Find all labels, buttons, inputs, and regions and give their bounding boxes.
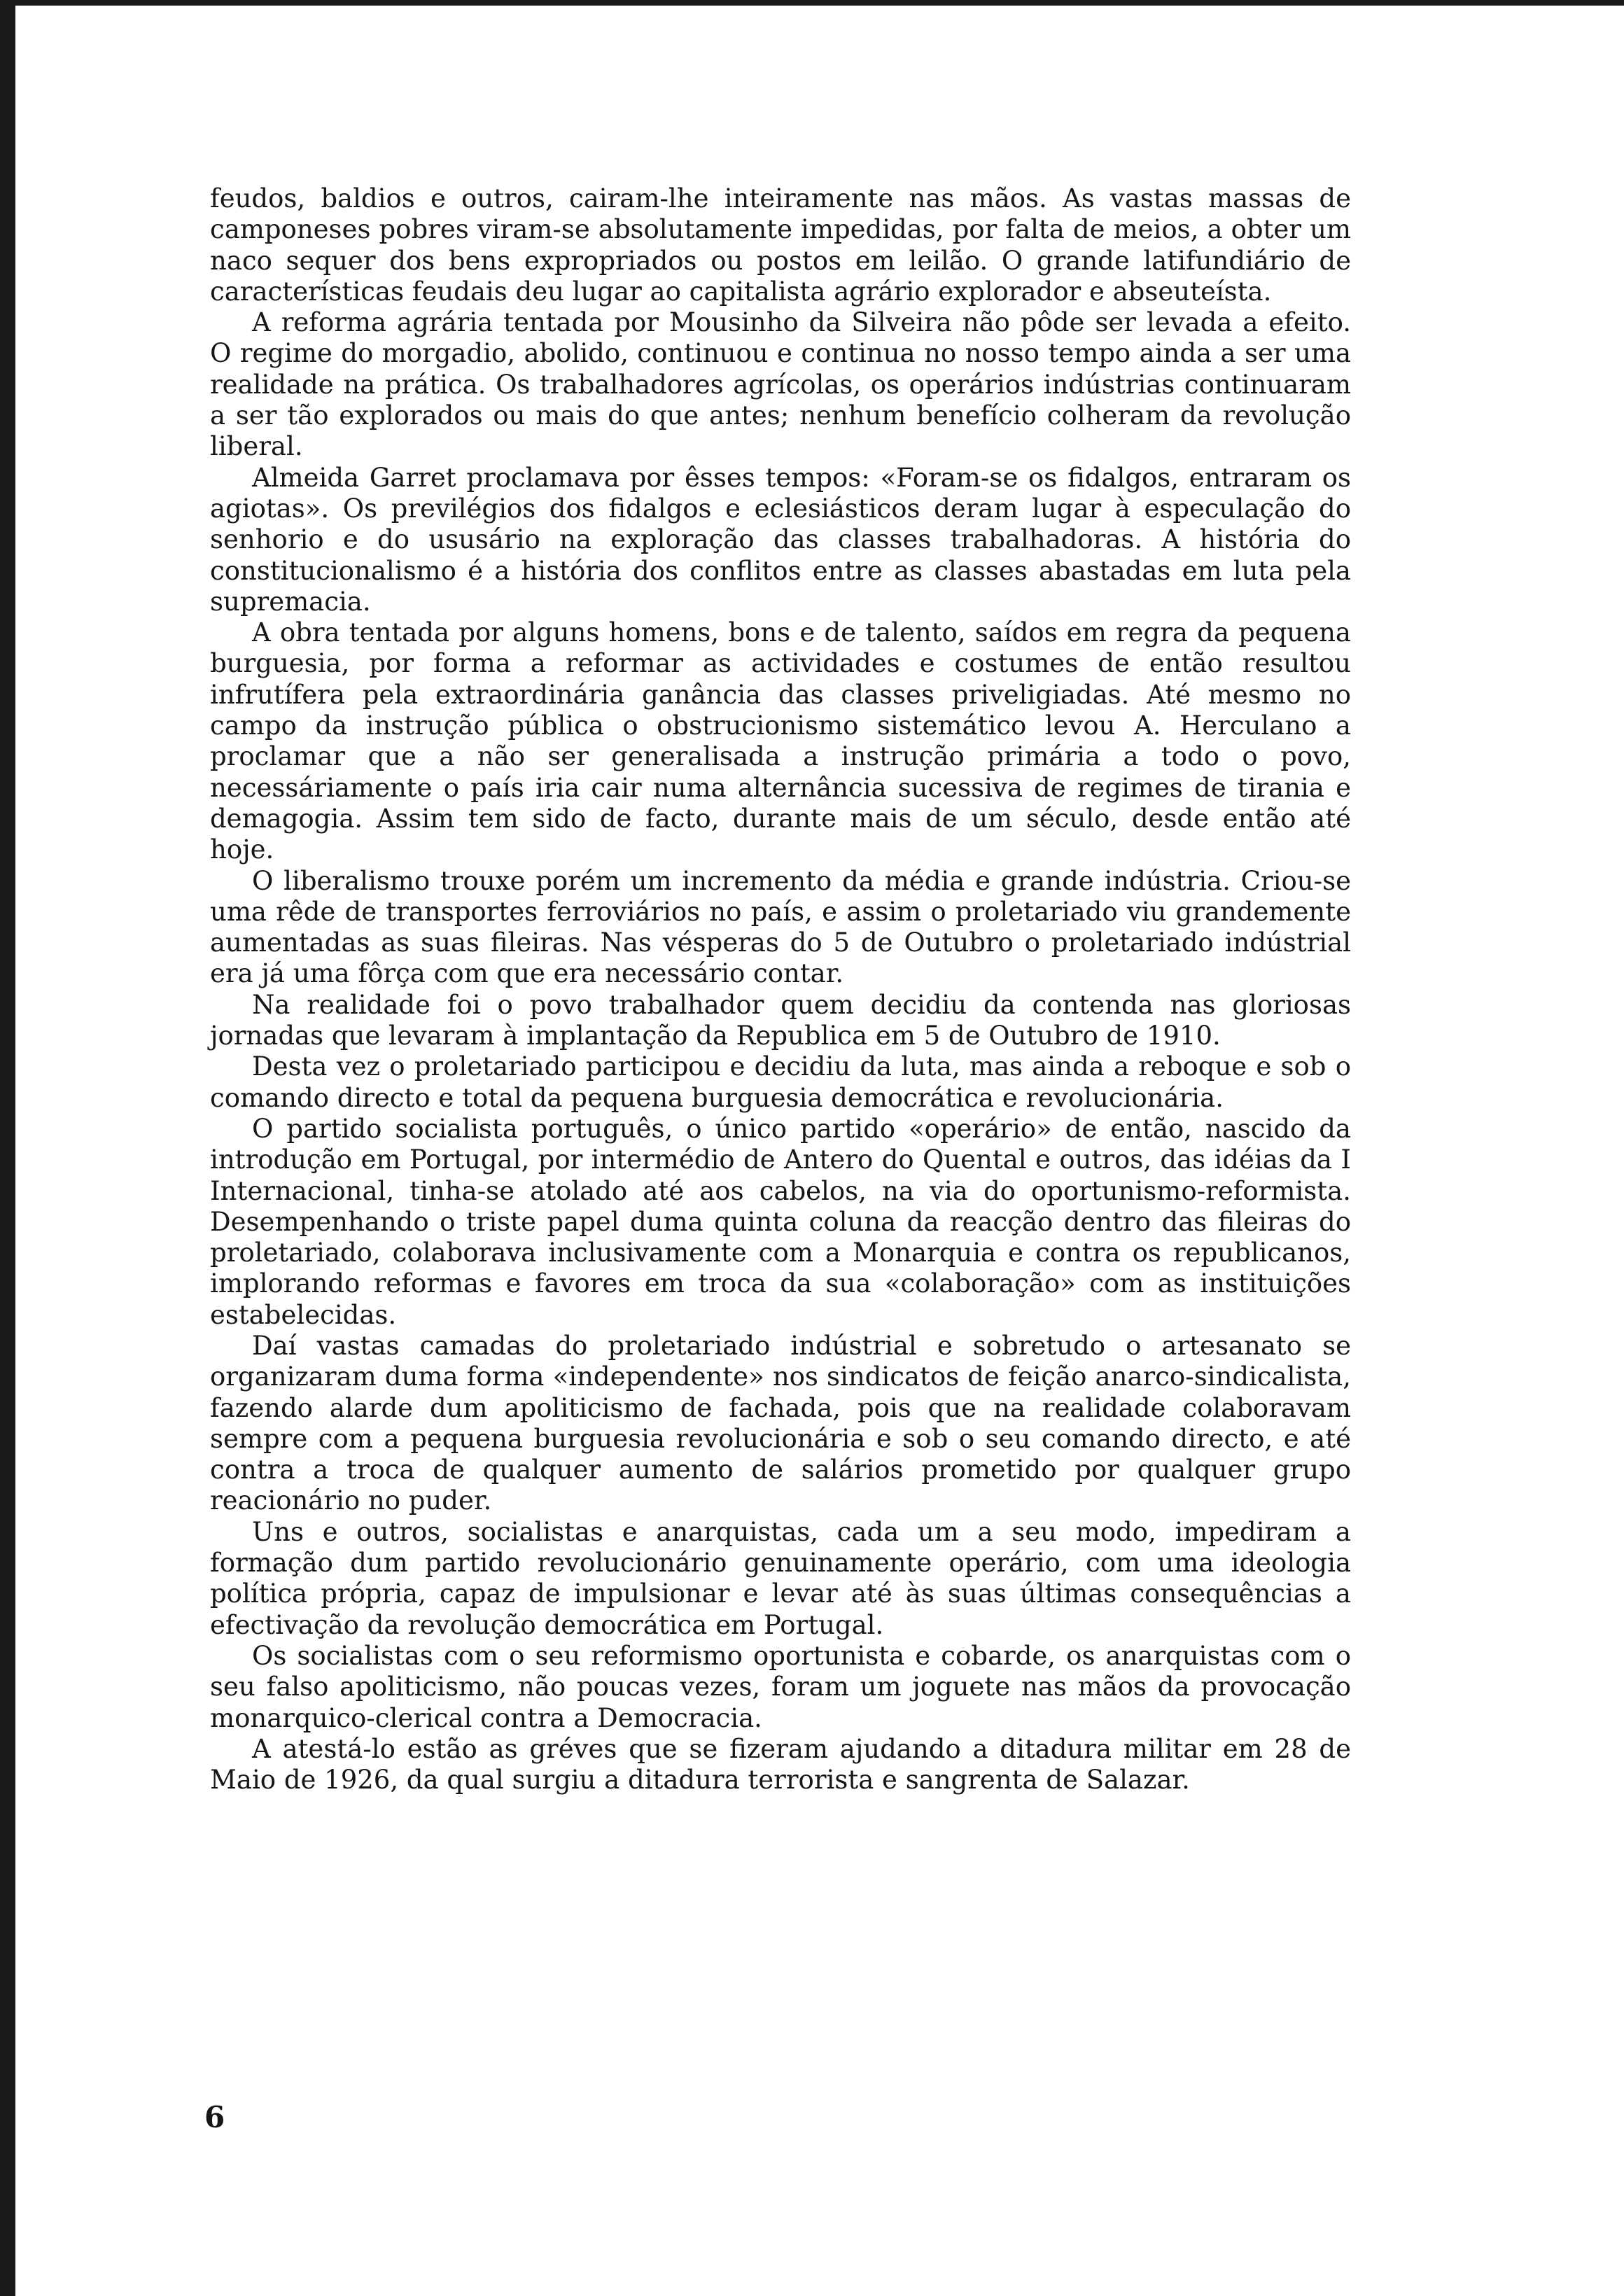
paragraph: Na realidade foi o povo trabalhador quem decidiu da contenda nas gloriosas jornadas que levaram à implantação da Republica em 5 de Outubro de 1910. (210, 989, 1351, 1051)
paragraph: O partido socialista português, o único partido «operário» de então, nascido da introdução em Portugal, por intermédio de Antero do Quental e outros, das idéias da I Internacional, tinha-se atolado até aos cabelos, na via do oportunismo-reformista. Desempenhando o triste papel duma quinta coluna da reacção dentro das fileiras do proletariado, colaborava inclusivamente com a Monarquia e contra os republicanos, implorando reformas e favores em troca da sua «colaboração» com as instituições estabelecidas. (210, 1113, 1351, 1330)
paragraph: Os socialistas com o seu reformismo oportunista e cobarde, os anarquistas com o seu falso apoliticismo, não poucas vezes, foram um joguete nas mãos da provocação monarquico-clerical contra a Democracia. (210, 1640, 1351, 1733)
paragraph: feudos, baldios e outros, cairam-lhe inteiramente nas mãos. As vastas massas de camponeses pobres viram-se absolutamente impedidas, por falta de meios, a obter um naco sequer dos bens expropriados ou postos em leilão. O grande latifundiário de características feudais deu lugar ao capitalista agrário explorador e abseuteísta. (210, 183, 1351, 307)
page-number: 6 (204, 2100, 225, 2134)
paragraph: Almeida Garret proclamava por êsses tempos: «Foram-se os fidalgos, entraram os agiotas». Os previlégios dos fidalgos e eclesiásticos deram lugar à especulação do senhorio e do ususário na exploração das classes trabalhadoras. A história do constitucionalismo é a história dos conflitos entre as classes abastadas em luta pela supremacia. (210, 462, 1351, 617)
paragraph: Desta vez o proletariado participou e decidiu da luta, mas ainda a reboque e sob o comando directo e total da pequena burguesia democrática e revolucionária. (210, 1051, 1351, 1113)
paragraph: A obra tentada por alguns homens, bons e de talento, saídos em regra da pequena burguesia, por forma a reformar as actividades e costumes de então resultou infrutífera pela extraordinária ganância das classes priveligiadas. Até mesmo no campo da instrução pública o obstrucionismo sistemático levou A. Herculano a proclamar que a não ser generalisada a instrução primária a todo o povo, necessáriamente o país iria cair numa alternância sucessiva de regimes de tirania e demagogia. Assim tem sido de facto, durante mais de um século, desde então até hoje. (210, 617, 1351, 865)
body-text (210, 183, 1351, 1795)
paragraph: A atestá-lo estão as gréves que se fizeram ajudando a ditadura militar em 28 de Maio de 1926, da qual surgiu a ditadura terrorista e sangrenta de Salazar. (210, 1733, 1351, 1795)
paragraph: Uns e outros, socialistas e anarquistas, cada um a seu modo, impediram a formação dum partido revolucionário genuinamente operário, com uma ideologia política própria, capaz de impulsionar e levar até às suas últimas consequências a efectivação da revolução democrática em Portugal. (210, 1516, 1351, 1640)
paragraph: Daí vastas camadas do proletariado indústrial e sobretudo o artesanato se organizaram duma forma «independente» nos sindicatos de feição anarco-sindicalista, fazendo alarde dum apoliticismo de fachada, pois que na realidade colaboravam sempre com a pequena burguesia revolucionária e sob o seu comando directo, e até contra a troca de qualquer aumento de salários prometido por qualquer grupo reacionário no puder. (210, 1330, 1351, 1516)
paragraph: A reforma agrária tentada por Mousinho da Silveira não pôde ser levada a efeito. O regime do morgadio, abolido, continuou e continua no nosso tempo ainda a ser uma realidade na prática. Os trabalhadores agrícolas, os operários indústrias continuaram a ser tão explorados ou mais do que antes; nenhum benefício colheram da revolução liberal. (210, 307, 1351, 462)
paragraph: O liberalismo trouxe porém um incremento da média e grande indústria. Criou-se uma rêde de transportes ferroviários no país, e assim o proletariado viu grandemente aumentadas as suas fileiras. Nas vésperas do 5 de Outubro o proletariado indústrial era já uma fôrça com que era necessário contar. (210, 865, 1351, 989)
scan-left-edge (0, 0, 15, 2296)
scan-top-edge (0, 0, 1624, 6)
